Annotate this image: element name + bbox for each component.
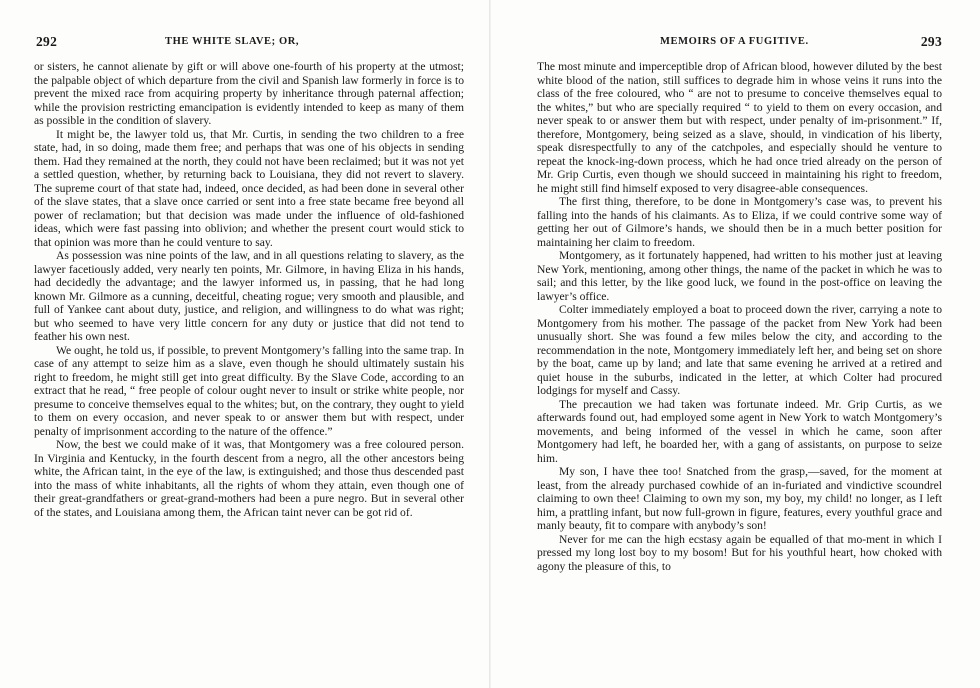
book-gutter <box>489 0 491 688</box>
left-paragraph-2: It might be, the lawyer told us, that Mr. Curtis, in sending the two children to a free state, had, in so doing, made them free; and perhaps that was one of his objects in sending them. Had they remained at the north, they could not have been reclaimed; but it was not yet a settled question, whether, by returning back to Louisiana, they did not revert to slavery. The supreme court of that state had, indeed, once decided, as had been done in several other of the slave states, that a slave once carried or sent into a free state became free beyond all power of reclamation; but that decision was made under the influence of old-fashioned ideas, which were fast passing into oblivion; and whether the present court would stick to that opinion was more than he could venture to say. <box>34 127 464 249</box>
right-page-number: 293 <box>920 34 942 49</box>
left-body-text <box>34 60 464 519</box>
right-body-text <box>537 60 942 573</box>
right-running-title: MEMOIRS OF A FUGITIVE. <box>660 36 809 47</box>
right-paragraph-1: The most minute and imperceptible drop of African blood, however diluted by the best white blood of the nation, still suffices to degrade him in whose veins it runs into the class of the free coloured, who “ are not to presume to conceive themselves equal to the whites,” but who are specially required “ to yield to them on every occasion, and never speak to or answer them but with respect, under penalty of im-prisonment.” If, therefore, Montgomery, being seized as a slave, should, in vindication of his liberty, speak disrespectfully to any of the catchpoles, and especially should he venture to repeat the knock-ing-down process, which he had once tried already on the person of Mr. Grip Curtis, even though we should succeed in maintaining his right to freedom, he might still find himself exposed to very disagree-able consequences. <box>537 60 942 195</box>
left-paragraph-4: We ought, he told us, if possible, to prevent Montgomery’s falling into the same trap. In case of any attempt to seize him as a slave, even though he should ultimately sustain his right to freedom, he might still get into great difficulty. By the Slave Code, according to an extract that he read, “ free people of colour ought never to insult or strike white people, nor presume to conceive themselves equal to the whites; but, on the contrary, they ought to yield to them on every occasion, and never speak to or answer them but with respect, under penalty of imprisonment according to the nature of the offence.” <box>34 343 464 438</box>
right-page <box>537 0 942 688</box>
right-paragraph-4: Colter immediately employed a boat to proceed down the river, carrying a note to Montgomery from his mother. The passage of the packet from New York had been unusually short. She was found a few miles below the city, and according to the recommendation in the note, Montgomery immediately left her, and being set on shore by the boat, came up by land; and late that same evening he arrived at a retired and quiet house in the suburbs, indicated in the letter, at which Colter had procured lodgings for myself and Cassy. <box>537 303 942 397</box>
right-paragraph-6: My son, I have thee too! Snatched from the grasp,—saved, for the moment at least, from the already purchased cowhide of an in-furiated and vindictive scoundrel claiming to own thee! Claiming to own my son, my boy, my child! no longer, as I left him, a prattling infant, but now full-grown in figure, features, every youthful grace and manly beauty, fit to compare with anybody’s son! <box>537 465 942 532</box>
left-running-head <box>34 36 464 52</box>
left-paragraph-1: or sisters, he cannot alienate by gift or will above one-fourth of his property at the utmost; the palpable object of which departure from the civil and Spanish law formerly in force is to prevent the mixed race from acquiring property by inheritance through paternal affection; while the provision restricting emancipation is evidently intended to keep as many of them as possible in the condition of slavery. <box>34 60 464 127</box>
right-paragraph-7: Never for me can the high ecstasy again be equalled of that mo-ment in which I pressed my long lost boy to my bosom! But for his youthful heart, how choked with agony the pleasure of this, to <box>537 532 942 573</box>
left-page-number: 292 <box>36 34 58 49</box>
left-page <box>34 0 464 688</box>
right-paragraph-5: The precaution we had taken was fortunate indeed. Mr. Grip Curtis, as we afterwards found out, had employed some agent in New York to watch Montgomery’s movements, and being informed of the vessel in which he came, soon after Montgomery had left, he boarded her, with a gang of assistants, on purpose to seize him. <box>537 397 942 465</box>
left-paragraph-5: Now, the best we could make of it was, that Montgomery was a free coloured person. In Virginia and Kentucky, in the fourth descent from a negro, all the other ancestors being white, the African taint, in the eye of the law, is extinguished; and those thus descended past into the mass of white inhabitants, all the rights of whom they attain, even though one of their great-grandfathers or great-grand-mothers had been a pure negro. But in several other of the states, and Louisiana among them, the African taint never can be got rid of. <box>34 438 464 519</box>
right-paragraph-3: Montgomery, as it fortunately happened, had written to his mother just at leaving New York, mentioning, among other things, the name of the packet in which he was to sail; and this letter, by the like good luck, we found in the post-office on leaving the lawyer’s office. <box>537 249 942 303</box>
right-paragraph-2: The first thing, therefore, to be done in Montgomery’s case was, to prevent his falling into the hands of his claimants. As to Eliza, if we could contrive some way of getting her out of Gilmore’s hands, we should then be in a much better position for maintaining her claim to freedom. <box>537 195 942 249</box>
left-paragraph-3: As possession was nine points of the law, and in all questions relating to slavery, as the lawyer facetiously added, very nearly ten points, Mr. Gilmore, in having Eliza in his hands, had decidedly the advantage; and the lawyer informed us, in passing, that he had long known Mr. Gilmore as a cunning, deceitful, cheating rogue; very smooth and plausible, and full of Yankee cant about duty, justice, and religion, and willingness to do what was right; but who seemed to have very little concern for any duty or justice that did not tend to feather his own nest. <box>34 249 464 343</box>
left-running-title: THE WHITE SLAVE; OR, <box>165 36 300 47</box>
right-running-head <box>537 36 942 52</box>
